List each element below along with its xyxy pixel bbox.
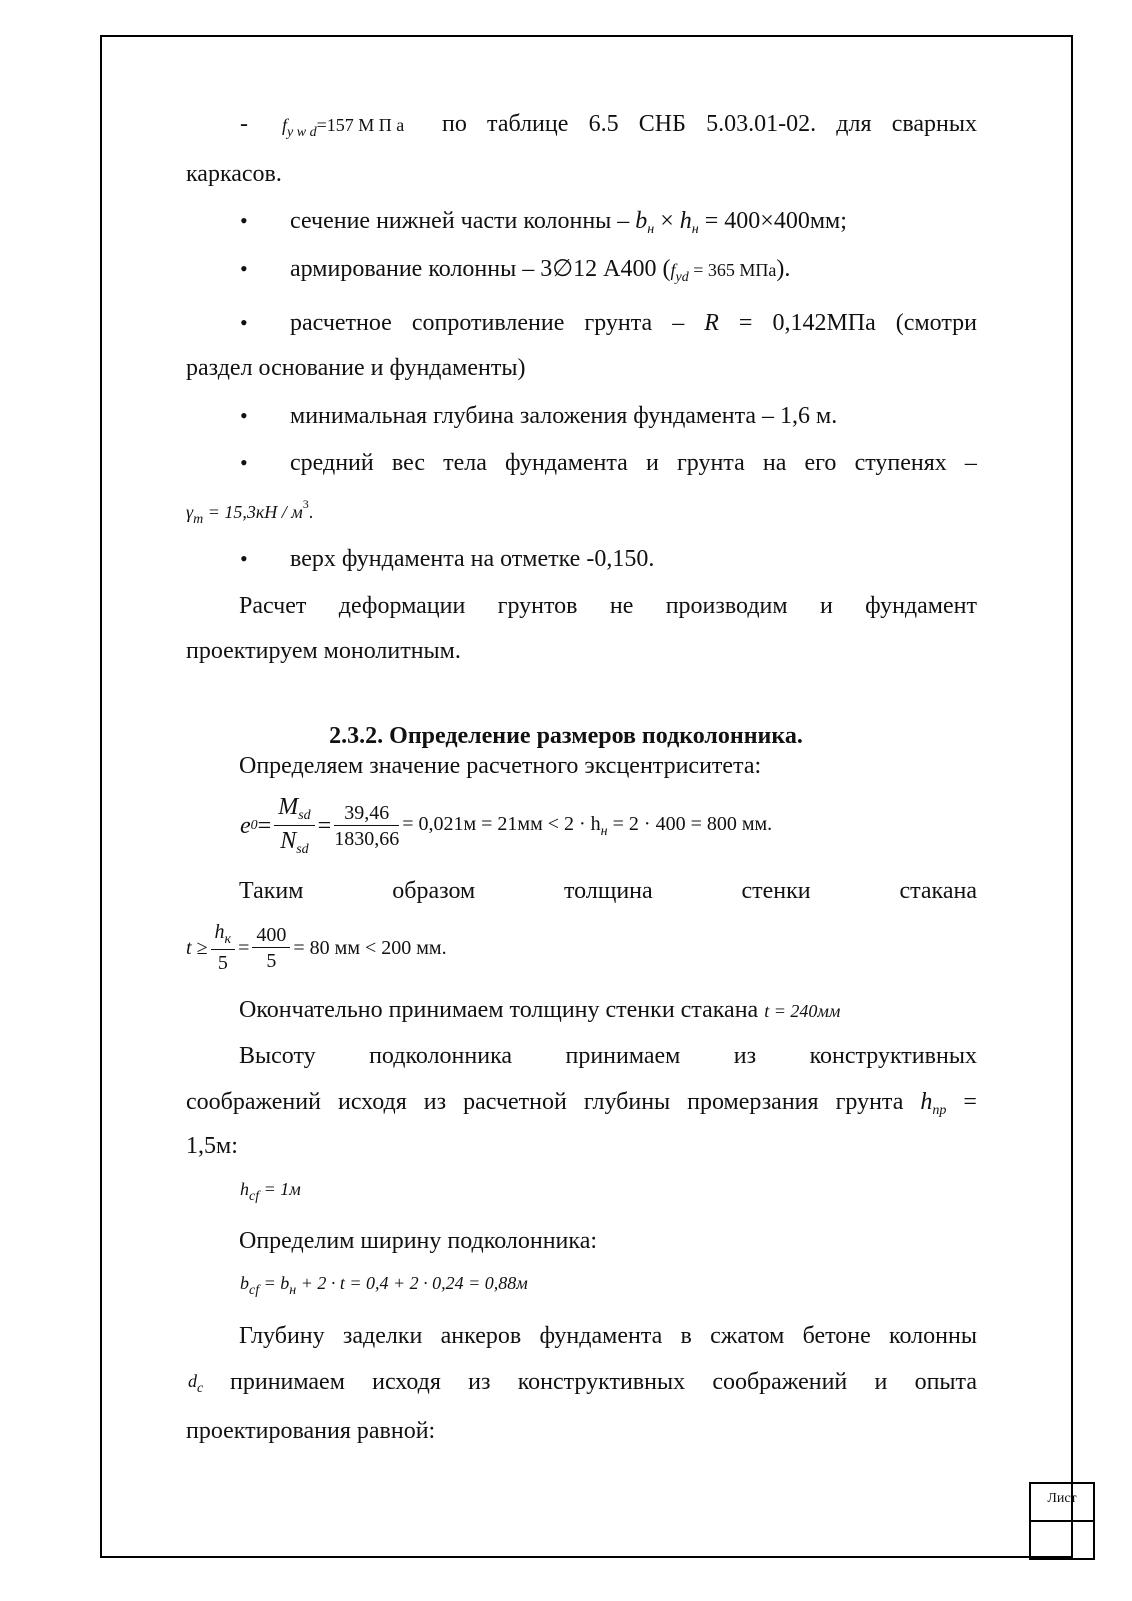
bullet-5-formula: $\gamma_m = 15,3кН / м^3$. xyxy=(186,497,314,527)
p3-text: Определяем значение расчетного эксцентриситета: xyxy=(239,753,762,779)
p1-line1: по таблице 6.5 СНБ 5.03.01-02. для сварных xyxy=(442,111,977,137)
fraction-hk-5: $\frac{h_к}{5}$ xyxy=(211,922,236,973)
p2-line1: Расчет деформации грунтов не производим и фундамент xyxy=(239,593,977,619)
eccentricity-formula: e 0 = $\frac{M_{sd}}{N_{sd}}$ = $\frac{39,46}{1830,66}$ = $0,021м = 21мм < 2 \cdot h_н = 2 \cdot 400 = 800$ мм. xyxy=(240,794,773,857)
bullet-1-marker: • xyxy=(240,208,248,233)
bullet-3-line1: расчетное сопротивление грунта – R = 0,142МПа (смотри xyxy=(290,310,977,336)
p5-text: Окончательно принимаем толщину стенки стакана t = 240мм xyxy=(239,997,841,1023)
p6-line2: соображений исходя из расчетной глубины промерзания грунта $h_{пр}$ = xyxy=(186,1089,977,1118)
bullet-3-marker: • xyxy=(240,310,248,335)
bullet-2-text: армирование колонны – 3∅12 А400 ($f_{yd} = 365$ МПа). xyxy=(290,256,791,285)
bullet-6-marker: • xyxy=(240,546,248,571)
section-heading: 2.3.2. Определение размеров подколонника. xyxy=(329,723,803,749)
bullet-4-text: минимальная глубина заложения фундамента – 1,6 м. xyxy=(290,403,838,429)
bcf-formula: $b_{cf} = b_н + 2 \cdot t = 0,4 + 2 \cdot 0,24 = 0,88м$ xyxy=(240,1273,528,1298)
p6-line1: Высоту подколонника принимаем из конструктивных xyxy=(239,1043,977,1069)
bullet-6-text: верх фундамента на отметке -0,150. xyxy=(290,546,655,572)
bullet-5-line1: средний вес тела фундамента и грунта на его ступенях – xyxy=(290,450,977,476)
bullet-1-text: сечение нижней части колонны – $b_н \times h_н = 400\times 400мм$; xyxy=(290,208,847,237)
fraction-msd-nsd: $\frac{M_{sd}}{N_{sd}}$ xyxy=(274,795,314,857)
p8-line2: принимаем исходя из конструктивных соображений и опыта xyxy=(230,1369,977,1395)
bullet-2-marker: • xyxy=(240,256,248,281)
p1-line2: каркасов. xyxy=(186,161,282,187)
bullet-5-marker: • xyxy=(240,450,248,475)
p2-line2: проектируем монолитным. xyxy=(186,638,461,664)
fraction-values: $\frac{39,46}{1830,66}$ xyxy=(334,802,400,850)
p6-line3: 1,5м: xyxy=(186,1133,238,1159)
p8-line3: проектирования равной: xyxy=(186,1418,436,1444)
p4-line1: Таким образом толщина стенки стакана xyxy=(239,878,977,904)
p1-formula: $f_{y w d}=157$ М П а xyxy=(282,115,405,140)
p1-dash: - xyxy=(240,111,248,137)
sheet-label: Лист xyxy=(1047,1491,1077,1506)
p7-text: Определим ширину подколонника: xyxy=(239,1228,598,1254)
bullet-4-marker: • xyxy=(240,403,248,428)
p8-line1: Глубину заделки анкеров фундамента в сжатом бетоне колонны xyxy=(239,1323,977,1349)
title-block-divider xyxy=(1029,1520,1095,1522)
fraction-400-5: $\frac{400}{5}$ xyxy=(252,925,290,971)
p8-dc: $d_c$ xyxy=(188,1371,204,1396)
wall-thickness-formula: t ≥ $\frac{h_к}{5}$ = $\frac{400}{5}$ = 80 мм < 200 мм . xyxy=(186,921,447,974)
hcf-formula: $h_{cf} = 1м$ xyxy=(240,1179,301,1204)
bullet-3-line2: раздел основание и фундаменты) xyxy=(186,355,526,381)
